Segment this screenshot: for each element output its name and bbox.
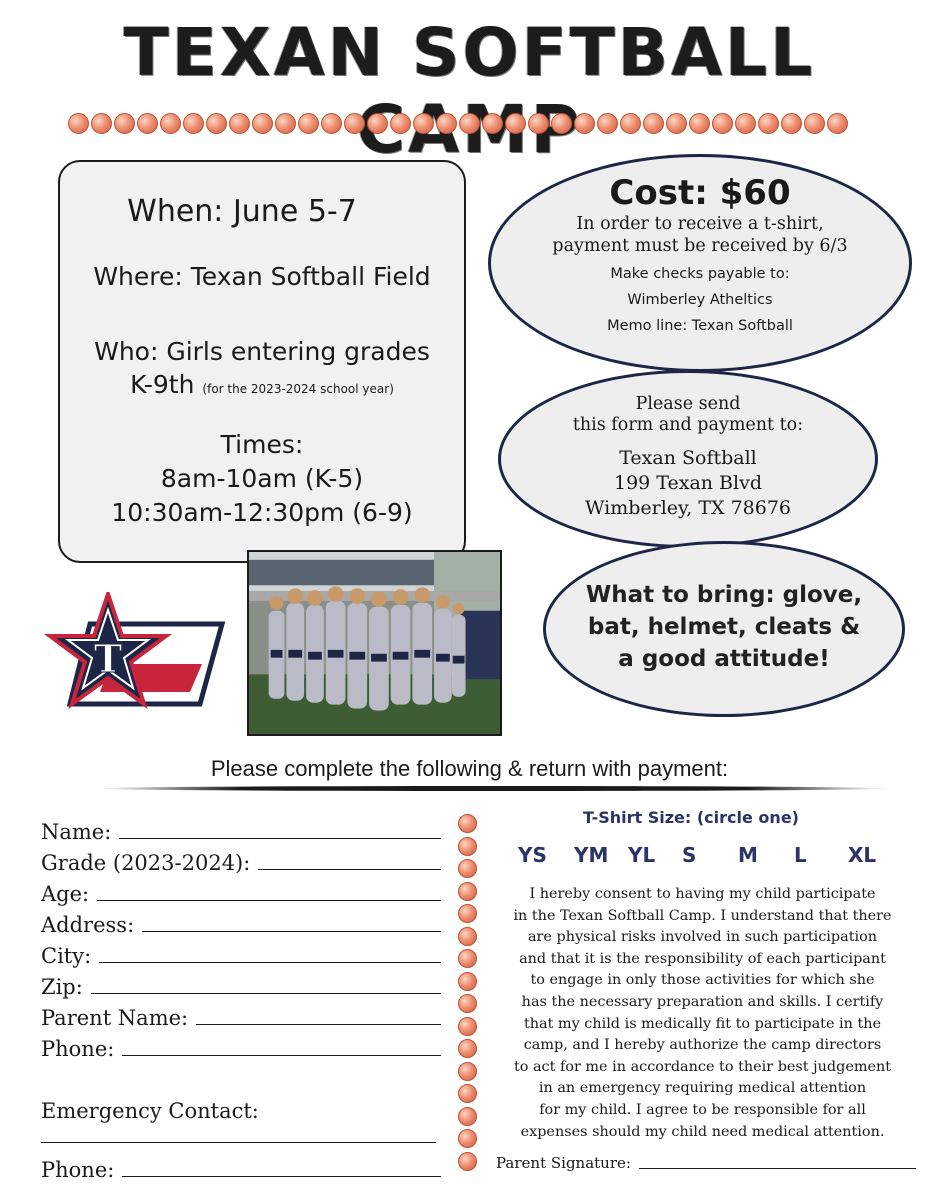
team-photo — [247, 550, 502, 736]
softball-icon — [781, 113, 802, 134]
consent-line: camp, and I hereby authorize the camp directors — [523, 1037, 882, 1054]
softball-border-top — [68, 113, 848, 134]
send-line-1: Please send — [635, 394, 741, 414]
emergency-phone-line[interactable] — [122, 1176, 441, 1177]
cost-ellipse — [488, 154, 912, 372]
size-option-l[interactable]: L — [794, 843, 807, 867]
grade-line[interactable] — [258, 869, 441, 870]
softball-icon — [458, 949, 477, 968]
who-line-2 — [60, 368, 464, 406]
softball-icon — [458, 1129, 477, 1148]
softball-icon — [712, 113, 733, 134]
consent-line: to engage in only those activities for which she — [530, 972, 875, 989]
times-session-2: 10:30am-12:30pm (6-9) — [111, 498, 413, 527]
grade-label: Grade (2023-2024): — [41, 851, 251, 875]
cost-line-2: payment must be received by 6/3 — [552, 236, 848, 256]
event-where: Where: Texan Softball Field — [93, 262, 431, 291]
size-option-ys[interactable]: YS — [518, 843, 547, 867]
softball-icon — [275, 113, 296, 134]
softball-icon — [390, 113, 411, 134]
emergency-contact-line[interactable] — [41, 1142, 436, 1143]
parent-signature-line[interactable] — [639, 1168, 916, 1169]
address-field[interactable] — [41, 907, 441, 937]
softball-icon — [482, 113, 503, 134]
softball-icon — [436, 113, 457, 134]
phone-label: Phone: — [41, 1037, 115, 1061]
softball-icon — [458, 927, 477, 946]
send-line-2: this form and payment to: — [572, 415, 804, 435]
checks-line-1: Make checks payable to: — [610, 266, 790, 282]
bring-ellipse — [543, 541, 905, 717]
softball-icon — [114, 113, 135, 134]
emergency-phone-label: Phone: — [41, 1158, 115, 1182]
logo-letter: T — [93, 636, 123, 681]
name-line[interactable] — [119, 838, 441, 839]
parent-signature-label: Parent Signature: — [496, 1154, 631, 1172]
softball-icon — [91, 113, 112, 134]
parent-name-line[interactable] — [196, 1024, 441, 1025]
consent-line: to act for me in accordance to their best judgement — [513, 1058, 892, 1075]
softball-icon — [458, 994, 477, 1013]
softball-icon — [458, 814, 477, 833]
softball-icon — [735, 113, 756, 134]
event-who — [60, 335, 464, 406]
bring-list — [546, 579, 902, 675]
address-line-2: 199 Texan Blvd — [613, 472, 762, 494]
checks-line-2: Wimberley Atheltics — [627, 292, 773, 308]
softball-icon — [229, 113, 250, 134]
who-note: (for the 2023-2024 school year) — [202, 382, 394, 396]
softball-icon — [183, 113, 204, 134]
emergency-contact-label-row — [41, 1093, 441, 1123]
emergency-contact-label: Emergency Contact: — [41, 1099, 259, 1123]
softball-icon — [367, 113, 388, 134]
size-option-yl[interactable]: YL — [628, 843, 656, 867]
consent-line: and that it is the responsibility of each participant — [519, 950, 886, 967]
emergency-phone-field[interactable] — [41, 1152, 441, 1182]
tshirt-size-options — [500, 843, 900, 869]
consent-line: are physical risks involved in such participation — [527, 929, 878, 946]
mailing-address — [501, 446, 875, 521]
softball-icon — [827, 113, 848, 134]
address-label: Address: — [41, 913, 135, 937]
consent-line: that my child is medically fit to participate in the — [523, 1015, 882, 1032]
softball-icon — [298, 113, 319, 134]
cost-title: Cost: $60 — [609, 173, 791, 213]
softball-icon — [458, 1062, 477, 1081]
tshirt-size-title: T-Shirt Size: (circle one) — [583, 808, 799, 827]
softball-icon — [804, 113, 825, 134]
softball-icon — [689, 113, 710, 134]
age-field[interactable] — [41, 876, 441, 906]
parent-name-field[interactable] — [41, 1000, 441, 1030]
grade-field[interactable] — [41, 845, 441, 875]
softball-icon — [458, 1039, 477, 1058]
times-label: Times: — [220, 430, 304, 459]
softball-icon — [252, 113, 273, 134]
softball-icon — [758, 113, 779, 134]
texan-star-logo — [30, 592, 226, 718]
send-ellipse — [498, 370, 878, 548]
consent-statement — [490, 884, 915, 1143]
parent-signature-field[interactable] — [496, 1154, 916, 1172]
softball-border-column — [458, 814, 477, 1171]
softball-icon — [458, 1152, 477, 1171]
size-option-s[interactable]: S — [682, 843, 697, 867]
consent-line: in an emergency requiring medical attention — [538, 1080, 867, 1097]
send-instructions — [501, 394, 875, 436]
softball-icon — [458, 1084, 477, 1103]
softball-icon — [206, 113, 227, 134]
softball-icon — [643, 113, 664, 134]
page-title: TEXAN SOFTBALL — [123, 14, 816, 91]
softball-icon — [160, 113, 181, 134]
event-info-box — [58, 160, 466, 563]
age-label: Age: — [41, 882, 90, 906]
city-field[interactable] — [41, 938, 441, 968]
softball-icon — [528, 113, 549, 134]
softball-icon — [137, 113, 158, 134]
consent-line: has the necessary preparation and skills. I certify — [521, 993, 884, 1010]
zip-line[interactable] — [91, 993, 441, 994]
bring-line-1: What to bring: glove, — [585, 582, 863, 608]
zip-field[interactable] — [41, 969, 441, 999]
event-when: When: June 5-7 — [127, 194, 357, 229]
who-grades: K-9th — [130, 370, 195, 399]
bring-line-2: bat, helmet, cleats & — [587, 614, 861, 640]
softball-icon — [574, 113, 595, 134]
address-line[interactable] — [142, 931, 441, 932]
address-line-3: Wimberley, TX 78676 — [584, 497, 792, 519]
softball-icon — [666, 113, 687, 134]
softball-icon — [597, 113, 618, 134]
softball-icon — [458, 1017, 477, 1036]
size-option-xl[interactable]: XL — [848, 843, 877, 867]
parent-name-label: Parent Name: — [41, 1006, 189, 1030]
name-label: Name: — [41, 820, 112, 844]
address-line-1: Texan Softball — [619, 447, 757, 469]
section-divider — [98, 786, 888, 791]
softball-icon — [458, 972, 477, 991]
softball-icon — [505, 113, 526, 134]
age-line[interactable] — [97, 900, 441, 901]
softball-icon — [321, 113, 342, 134]
city-line[interactable] — [99, 962, 441, 963]
event-times — [60, 428, 464, 530]
softball-icon — [458, 1107, 477, 1126]
city-label: City: — [41, 944, 92, 968]
consent-line: I hereby consent to having my child participate — [529, 886, 876, 902]
phone-line[interactable] — [122, 1055, 441, 1056]
consent-line: for my child. I agree to be responsible for all — [539, 1101, 866, 1118]
who-line-1: Who: Girls entering grades — [94, 337, 430, 366]
softball-icon — [620, 113, 641, 134]
memo-line: Memo line: Texan Softball — [607, 318, 793, 334]
softball-icon — [344, 113, 365, 134]
softball-icon — [458, 837, 477, 856]
times-session-1: 8am-10am (K-5) — [160, 464, 364, 493]
zip-label: Zip: — [41, 975, 83, 999]
softball-icon — [458, 882, 477, 901]
size-option-m[interactable]: M — [738, 843, 758, 867]
consent-line: expenses should my child need medical attention. — [520, 1123, 885, 1140]
cost-line-1: In order to receive a t-shirt, — [576, 214, 824, 234]
softball-icon — [459, 113, 480, 134]
softball-icon — [551, 113, 572, 134]
consent-line: in the Texan Softball Camp. I understand that there — [513, 907, 892, 924]
complete-instruction: Please complete the following & return with payment: — [210, 756, 729, 781]
softball-icon — [68, 113, 89, 134]
name-field[interactable] — [41, 814, 441, 844]
phone-field[interactable] — [41, 1031, 441, 1061]
bring-line-3: a good attitude! — [618, 646, 830, 672]
softball-icon — [458, 904, 477, 923]
checks-payable — [491, 261, 909, 339]
size-option-ym[interactable]: YM — [574, 843, 609, 867]
softball-icon — [413, 113, 434, 134]
softball-icon — [458, 859, 477, 878]
